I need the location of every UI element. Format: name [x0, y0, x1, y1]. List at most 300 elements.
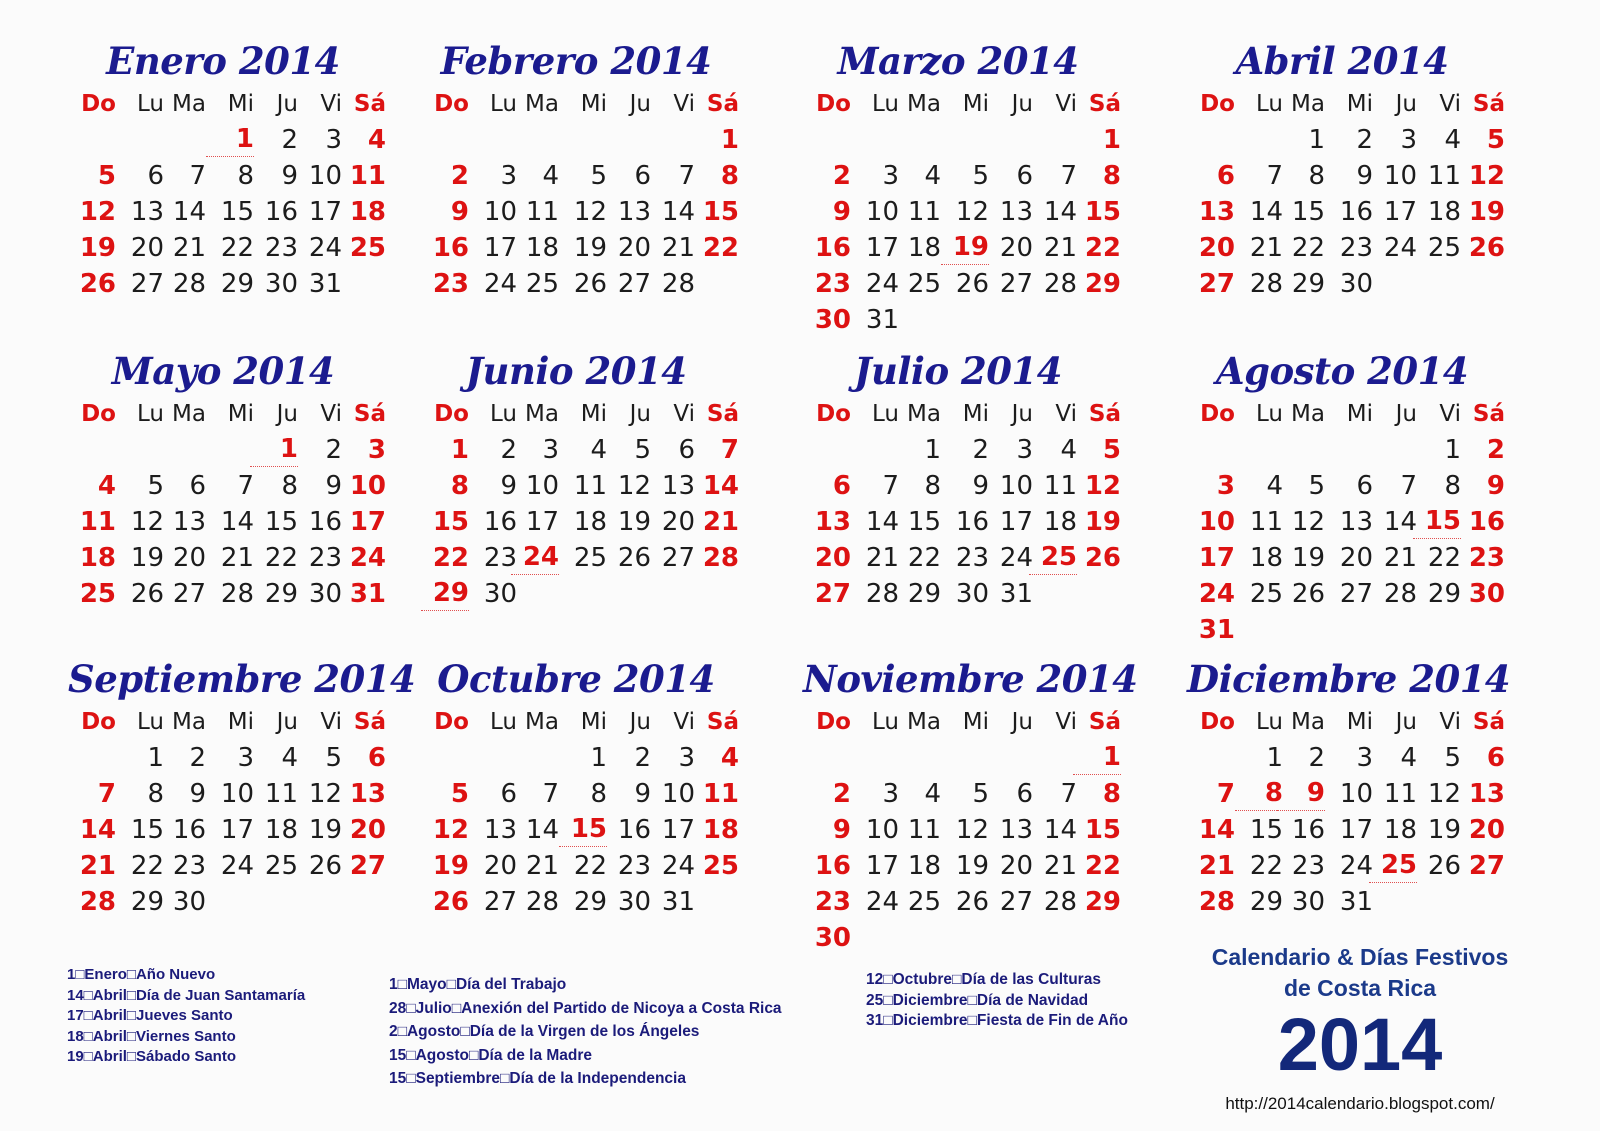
month-title: Junio 2014	[465, 349, 687, 393]
day-cell: 22	[573, 851, 607, 881]
day-cell: 10	[349, 471, 386, 501]
day-cell: 23	[1291, 851, 1325, 881]
week-row	[803, 848, 1121, 884]
day-cell: 17	[483, 233, 517, 263]
day-cell: 22	[1084, 233, 1121, 263]
day-cell: 24	[220, 851, 254, 881]
caption-line-2: de Costa Rica	[1283, 975, 1437, 1001]
day-cell: 25	[525, 269, 559, 299]
day-cell: 11	[79, 507, 116, 537]
weekday-label: Ma	[525, 91, 559, 117]
calendar-caption	[1190, 942, 1530, 1004]
weekday-label: Ju	[1395, 401, 1417, 427]
day-cell: 11	[573, 471, 607, 501]
day-cell: 13	[814, 507, 851, 537]
weekday-label: Mi	[227, 401, 254, 427]
day-cell: 24	[1198, 579, 1235, 609]
day-cell: 16	[483, 507, 517, 537]
day-cell: 6	[500, 779, 517, 809]
day-cell: 17	[349, 507, 386, 537]
weekday-label: Sá	[1472, 91, 1505, 117]
weekday-label: Ma	[525, 709, 559, 735]
week-row	[421, 230, 739, 266]
holiday-item: 17□Abril□Jueves Santo	[67, 1007, 233, 1024]
weekday-label: Do	[1200, 401, 1235, 427]
day-cell: 17	[525, 507, 559, 537]
day-cell: 14	[1383, 507, 1417, 537]
holiday-day: 25	[1029, 540, 1077, 575]
day-cell: 24	[1339, 851, 1373, 881]
weekday-label: Mi	[1346, 401, 1373, 427]
holiday-day: 9	[1277, 776, 1325, 811]
weekday-label: Ma	[172, 709, 206, 735]
day-cell: 8	[720, 161, 739, 191]
day-cell: 25	[573, 543, 607, 573]
day-cell: 25	[79, 579, 116, 609]
day-cell: 11	[264, 779, 298, 809]
day-cell: 20	[617, 233, 651, 263]
month-title: Diciembre 2014	[1187, 657, 1511, 701]
day-cell: 24	[308, 233, 342, 263]
day-cell: 25	[264, 851, 298, 881]
weekday-label: Ma	[907, 709, 941, 735]
day-cell: 11	[1427, 161, 1461, 191]
day-cell: 8	[1308, 161, 1325, 191]
week-row	[1187, 776, 1505, 812]
day-cell: 24	[1383, 233, 1417, 263]
day-cell: 27	[349, 851, 386, 881]
weekday-label: Sá	[353, 401, 386, 427]
day-cell: 2	[450, 161, 469, 191]
day-cell: 28	[865, 579, 899, 609]
day-cell: 2	[325, 435, 342, 465]
holiday-item: 14□Abril□Día de Juan Santamaría	[67, 986, 306, 1004]
day-cell: 29	[1084, 887, 1121, 917]
day-cell: 25	[349, 233, 386, 263]
week-row	[421, 776, 739, 812]
month-block	[68, 346, 386, 612]
month-title: Agosto 2014	[1215, 349, 1469, 393]
week-row	[1187, 230, 1505, 266]
day-cell: 18	[907, 233, 941, 263]
day-cell: 30	[1468, 579, 1505, 609]
day-cell: 23	[172, 851, 206, 881]
day-cell: 29	[907, 579, 941, 609]
day-cell: 16	[1339, 197, 1373, 227]
day-cell: 16	[617, 815, 651, 845]
day-cell: 12	[1427, 779, 1461, 809]
week-row	[1187, 740, 1505, 776]
day-cell: 29	[1291, 269, 1325, 299]
day-cell: 5	[590, 161, 607, 191]
weekday-label: Mi	[227, 91, 254, 117]
day-cell: 26	[955, 887, 989, 917]
weekday-label: Ju	[1395, 91, 1417, 117]
day-cell: 4	[1266, 471, 1283, 501]
month-block	[68, 36, 386, 302]
week-row	[421, 122, 739, 158]
day-cell: 5	[325, 743, 342, 773]
week-row	[68, 504, 386, 540]
day-cell: 22	[264, 543, 298, 573]
weekday-label: Ju	[276, 91, 298, 117]
day-cell: 20	[1339, 543, 1373, 573]
day-cell: 12	[955, 815, 989, 845]
day-cell: 8	[281, 471, 298, 501]
day-cell: 30	[264, 269, 298, 299]
week-row	[803, 158, 1121, 194]
week-row	[421, 432, 739, 468]
weekday-label: Mi	[227, 709, 254, 735]
holiday-day: 15	[1413, 504, 1461, 539]
weekday-header	[421, 396, 739, 432]
day-cell: 28	[1383, 579, 1417, 609]
weekday-label: Lu	[872, 401, 899, 427]
day-cell: 14	[1249, 197, 1283, 227]
day-cell: 24	[865, 269, 899, 299]
day-cell: 27	[130, 269, 164, 299]
day-cell: 19	[79, 233, 116, 263]
day-cell: 23	[1339, 233, 1373, 263]
day-cell: 7	[1060, 161, 1077, 191]
weekday-label: Mi	[962, 709, 989, 735]
weekday-label: Lu	[872, 91, 899, 117]
holiday-list-2	[389, 973, 782, 1091]
day-cell: 28	[220, 579, 254, 609]
day-cell: 3	[367, 435, 386, 465]
day-cell: 6	[147, 161, 164, 191]
day-cell: 26	[79, 269, 116, 299]
week-row	[421, 158, 739, 194]
month-title: Mayo 2014	[111, 349, 335, 393]
day-cell: 23	[1468, 543, 1505, 573]
day-cell: 7	[97, 779, 116, 809]
day-cell: 23	[617, 851, 651, 881]
week-row	[1187, 158, 1505, 194]
day-cell: 26	[432, 887, 469, 917]
holiday-day: 15	[559, 812, 607, 847]
day-cell: 19	[955, 851, 989, 881]
holiday-day: 24	[511, 540, 559, 575]
weekday-label: Do	[1200, 91, 1235, 117]
day-cell: 19	[308, 815, 342, 845]
day-cell: 24	[483, 269, 517, 299]
day-cell: 21	[1198, 851, 1235, 881]
weekday-label: Sá	[353, 709, 386, 735]
day-cell: 7	[189, 161, 206, 191]
month-block	[803, 654, 1138, 956]
day-cell: 4	[924, 161, 941, 191]
holiday-day: 19	[941, 230, 989, 265]
day-cell: 8	[1444, 471, 1461, 501]
day-cell: 20	[1198, 233, 1235, 263]
day-cell: 7	[1266, 161, 1283, 191]
weekday-label: Lu	[137, 91, 164, 117]
footer-url: http://2014calendario.blogspot.com/	[1225, 1094, 1495, 1113]
day-cell: 6	[832, 471, 851, 501]
week-row	[1187, 540, 1505, 576]
day-cell: 2	[189, 743, 206, 773]
holiday-item: 15□Septiembre□Día de la Independencia	[389, 1070, 686, 1087]
weekday-label: Ju	[276, 401, 298, 427]
day-cell: 2	[832, 779, 851, 809]
weekday-label: Mi	[1346, 91, 1373, 117]
day-cell: 29	[1249, 887, 1283, 917]
day-cell: 16	[264, 197, 298, 227]
holiday-day: 25	[1369, 848, 1417, 883]
day-cell: 14	[172, 197, 206, 227]
day-cell: 26	[1084, 543, 1121, 573]
month-title: Octubre 2014	[437, 657, 715, 701]
day-cell: 20	[999, 233, 1033, 263]
day-cell: 5	[972, 779, 989, 809]
day-cell: 13	[130, 197, 164, 227]
week-row	[68, 432, 386, 468]
month-title: Noviembre 2014	[803, 657, 1138, 701]
weekday-label: Do	[434, 91, 469, 117]
day-cell: 8	[924, 471, 941, 501]
day-cell: 19	[1084, 507, 1121, 537]
weekday-label: Mi	[962, 401, 989, 427]
day-cell: 29	[1427, 579, 1461, 609]
day-cell: 1	[720, 125, 739, 155]
holiday-list-3	[866, 970, 1128, 1032]
day-cell: 5	[147, 471, 164, 501]
day-cell: 16	[814, 233, 851, 263]
day-cell: 13	[661, 471, 695, 501]
holiday-item: 18□Abril□Viernes Santo	[67, 1027, 236, 1045]
day-cell: 16	[172, 815, 206, 845]
weekday-header	[803, 86, 1121, 122]
week-row	[803, 230, 1121, 266]
weekday-header	[68, 86, 386, 122]
weekday-label: Mi	[580, 91, 607, 117]
week-row	[803, 884, 1121, 920]
day-cell: 13	[617, 197, 651, 227]
day-cell: 23	[308, 543, 342, 573]
day-cell: 3	[678, 743, 695, 773]
day-cell: 25	[907, 269, 941, 299]
week-row	[803, 194, 1121, 230]
footer-year: 2014	[1277, 1003, 1443, 1086]
day-cell: 13	[999, 197, 1033, 227]
day-cell: 28	[172, 269, 206, 299]
day-cell: 5	[450, 779, 469, 809]
day-cell: 4	[367, 125, 386, 155]
day-cell: 9	[1486, 471, 1505, 501]
month-title: Abril 2014	[1235, 39, 1449, 83]
day-cell: 1	[924, 435, 941, 465]
day-cell: 27	[661, 543, 695, 573]
day-cell: 2	[832, 161, 851, 191]
day-cell: 12	[955, 197, 989, 227]
day-cell: 3	[1216, 471, 1235, 501]
month-title: Marzo 2014	[837, 39, 1079, 83]
month-block	[803, 346, 1121, 612]
day-cell: 22	[907, 543, 941, 573]
week-row	[68, 776, 386, 812]
week-row	[803, 540, 1121, 576]
weekday-label: Ju	[1011, 401, 1033, 427]
week-row	[1187, 468, 1505, 504]
day-cell: 22	[432, 543, 469, 573]
week-row	[68, 468, 386, 504]
holiday-item: 1□Mayo□Día del Trabajo	[389, 976, 567, 993]
day-cell: 21	[865, 543, 899, 573]
day-cell: 18	[525, 233, 559, 263]
day-cell: 15	[130, 815, 164, 845]
day-cell: 3	[1016, 435, 1033, 465]
day-cell: 27	[1339, 579, 1373, 609]
day-cell: 16	[432, 233, 469, 263]
day-cell: 16	[1468, 507, 1505, 537]
day-cell: 21	[172, 233, 206, 263]
day-cell: 31	[865, 305, 899, 335]
day-cell: 27	[1198, 269, 1235, 299]
day-cell: 28	[702, 543, 739, 573]
day-cell: 3	[237, 743, 254, 773]
weekday-label: Do	[434, 401, 469, 427]
month-title: Julio 2014	[853, 349, 1063, 393]
week-row	[68, 230, 386, 266]
month-block	[421, 36, 739, 302]
day-cell: 8	[1102, 779, 1121, 809]
day-cell: 3	[1356, 743, 1373, 773]
day-cell: 5	[1486, 125, 1505, 155]
day-cell: 25	[1427, 233, 1461, 263]
weekday-label: Vi	[673, 91, 695, 117]
day-cell: 21	[79, 851, 116, 881]
holiday-item: 12□Octubre□Día de las Culturas	[866, 971, 1101, 988]
week-row	[68, 812, 386, 848]
day-cell: 9	[500, 471, 517, 501]
day-cell: 11	[907, 197, 941, 227]
week-row	[1187, 884, 1497, 920]
day-cell: 9	[832, 815, 851, 845]
day-cell: 8	[147, 779, 164, 809]
weekday-header	[1187, 86, 1505, 122]
weekday-label: Ju	[629, 401, 651, 427]
weekday-label: Ma	[1291, 709, 1325, 735]
day-cell: 5	[972, 161, 989, 191]
holiday-day: 29	[421, 576, 469, 611]
weekday-label: Ma	[172, 401, 206, 427]
weekday-label: Lu	[490, 709, 517, 735]
weekday-label: Ju	[1395, 709, 1417, 735]
day-cell: 18	[907, 851, 941, 881]
day-cell: 26	[130, 579, 164, 609]
day-cell: 14	[1043, 197, 1077, 227]
week-row	[421, 468, 739, 504]
day-cell: 9	[450, 197, 469, 227]
day-cell: 17	[220, 815, 254, 845]
day-cell: 19	[573, 233, 607, 263]
day-cell: 7	[1216, 779, 1235, 809]
day-cell: 5	[97, 161, 116, 191]
day-cell: 3	[1400, 125, 1417, 155]
day-cell: 23	[955, 543, 989, 573]
holiday-list-1	[67, 965, 305, 1068]
weekday-label: Ma	[1291, 91, 1325, 117]
day-cell: 9	[634, 779, 651, 809]
weekday-header	[1187, 704, 1505, 740]
day-cell: 14	[220, 507, 254, 537]
month-title: Enero 2014	[106, 39, 340, 83]
weekday-label: Do	[81, 91, 116, 117]
day-cell: 7	[237, 471, 254, 501]
weekday-header	[421, 704, 739, 740]
week-row	[803, 504, 1121, 540]
day-cell: 31	[1198, 615, 1235, 645]
weekday-label: Lu	[1256, 91, 1283, 117]
day-cell: 9	[189, 779, 206, 809]
day-cell: 13	[483, 815, 517, 845]
day-cell: 13	[1198, 197, 1235, 227]
day-cell: 6	[1016, 779, 1033, 809]
day-cell: 12	[1468, 161, 1505, 191]
weekday-label: Mi	[580, 709, 607, 735]
day-cell: 11	[1383, 779, 1417, 809]
week-row	[1187, 612, 1497, 648]
day-cell: 22	[1249, 851, 1283, 881]
weekday-label: Sá	[706, 91, 739, 117]
weekday-header	[68, 704, 386, 740]
day-cell: 28	[1198, 887, 1235, 917]
day-cell: 7	[720, 435, 739, 465]
week-row	[1187, 432, 1505, 468]
day-cell: 24	[661, 851, 695, 881]
week-row	[1187, 122, 1505, 158]
day-cell: 29	[264, 579, 298, 609]
day-cell: 10	[1339, 779, 1373, 809]
day-cell: 26	[308, 851, 342, 881]
day-cell: 10	[1383, 161, 1417, 191]
weekday-header	[68, 396, 386, 432]
day-cell: 11	[1249, 507, 1283, 537]
day-cell: 22	[130, 851, 164, 881]
day-cell: 30	[1291, 887, 1325, 917]
weekday-label: Lu	[490, 91, 517, 117]
day-cell: 14	[525, 815, 559, 845]
day-cell: 17	[999, 507, 1033, 537]
day-cell: 5	[634, 435, 651, 465]
weekday-label: Vi	[673, 709, 695, 735]
week-row	[803, 302, 1113, 338]
day-cell: 17	[308, 197, 342, 227]
week-row	[421, 266, 731, 302]
day-cell: 6	[1356, 471, 1373, 501]
day-cell: 7	[678, 161, 695, 191]
week-row	[68, 266, 378, 302]
month-block	[803, 36, 1121, 338]
weekday-label: Vi	[1439, 401, 1461, 427]
day-cell: 5	[1308, 471, 1325, 501]
day-cell: 6	[678, 435, 695, 465]
holiday-item: 25□Diciembre□Día de Navidad	[866, 991, 1089, 1009]
day-cell: 30	[814, 305, 851, 335]
day-cell: 24	[349, 543, 386, 573]
day-cell: 30	[955, 579, 989, 609]
day-cell: 4	[542, 161, 559, 191]
weekday-label: Sá	[706, 401, 739, 427]
day-cell: 21	[220, 543, 254, 573]
day-cell: 14	[79, 815, 116, 845]
day-cell: 10	[308, 161, 342, 191]
day-cell: 15	[1291, 197, 1325, 227]
day-cell: 29	[220, 269, 254, 299]
day-cell: 31	[661, 887, 695, 917]
week-row	[421, 540, 739, 576]
